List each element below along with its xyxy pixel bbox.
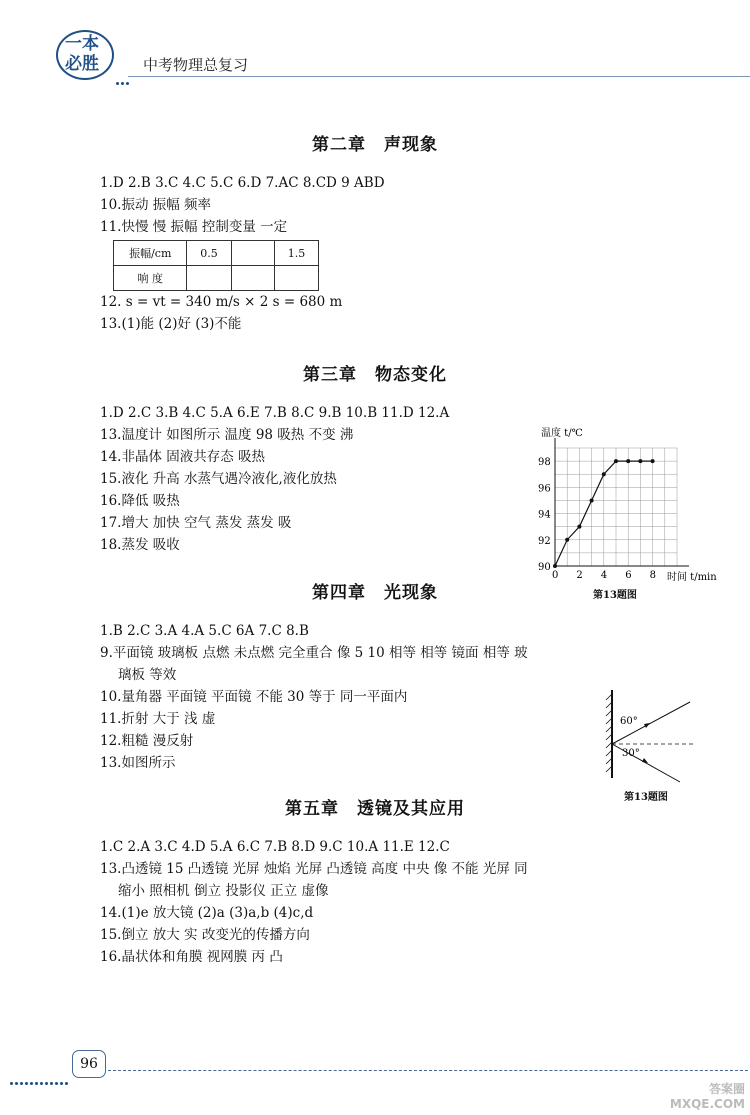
answer-line: 13.如图所示 [100,755,176,771]
chapter-5-num: 第五章 [285,799,339,819]
watermark-line-1: 答案圈 [708,1082,745,1096]
arrow-icon [644,723,650,728]
answer-line: 1.D 2.C 3.B 4.C 5.A 6.E 7.B 8.C 9.B 10.B 11.D 12.A [100,405,450,421]
temperature-chart [527,418,717,600]
chapter-3-name: 物态变化 [375,365,447,385]
answer-line: 18.蒸发 吸收 [100,537,180,553]
x-tick-label: 4 [600,570,608,581]
answer-line: 11.折射 大于 浅 虚 [100,711,216,727]
answer-line: 1.D 2.B 3.C 4.C 5.C 6.D 7.AC 8.CD 9 ABD [100,175,385,191]
data-point [614,459,618,463]
table-cell: 0.5 [187,241,231,266]
chapter-3-num: 第三章 [303,365,357,385]
figure-caption: 第13题图 [624,792,668,803]
answer-line: 16.晶状体和角膜 视网膜 丙 凸 [100,949,283,965]
answer-line: 13.凸透镜 15 凸透镜 光屏 烛焰 光屏 凸透镜 高度 中央 像 不能 光屏 同 [100,861,528,877]
reflection-figure [598,686,698,804]
table-cell: 1.5 [274,241,318,266]
answer-line: 璃板 等效 [118,667,177,683]
angle-label-1: 60° [620,716,638,727]
table-row [114,266,319,291]
chapter-5-name: 透镜及其应用 [357,799,465,819]
header-divider [128,76,750,77]
x-tick-label: 8 [649,570,656,581]
table-cell [274,266,318,291]
data-point [565,538,569,542]
book-title: 中考物理总复习 [143,56,249,74]
y-tick-label: 96 [538,483,551,495]
table-cell [231,266,274,291]
y-tick-label: 98 [538,457,551,469]
arrow-icon [642,758,648,763]
y-tick-label: 94 [538,509,551,521]
watermark-line-2: MXQE.COM [669,1097,745,1111]
y-tick-label: 90 [538,562,551,573]
chapter-2-name: 声现象 [384,135,438,155]
chapter-4-name: 光现象 [384,583,438,603]
answer-line: 13.温度计 如图所示 温度 98 吸热 不变 沸 [100,427,354,443]
table-cell [187,266,231,291]
chapter-2-title [0,130,750,155]
footer-divider [108,1070,748,1072]
answer-line: 12. s = vt = 340 m/s × 2 s = 680 m [100,294,343,310]
chapter-4-num: 第四章 [312,583,366,603]
data-point [602,472,606,476]
data-point [553,564,557,568]
page-header [0,0,750,90]
table-cell [231,241,274,266]
x-tick-label: 0 [552,570,559,581]
data-point [590,498,594,502]
answer-line: 14.(1)e 放大镜 (2)a (3)a,b (4)c,d [100,905,314,921]
answer-line: 9.平面镜 玻璃板 点燃 未点燃 完全重合 像 5 10 相等 相等 镜面 相等 玻 [100,645,528,661]
footer-dots [10,1070,72,1076]
x-tick-label: 2 [576,570,583,581]
chapter-2-num: 第二章 [312,135,366,155]
data-point [651,459,655,463]
answer-line: 14.非晶体 固液共存态 吸热 [100,449,266,465]
answer-line: 11.快慢 慢 振幅 控制变量 一定 [100,219,288,235]
answer-line: 10.量角器 平面镜 平面镜 不能 30 等于 同一平面内 [100,689,408,705]
answer-line: 缩小 照相机 倒立 投影仪 正立 虚像 [118,883,329,899]
amplitude-table [113,240,319,291]
page-number: 96 [72,1050,106,1078]
answer-line: 10.振动 振幅 频率 [100,197,212,213]
logo-line-2: 必胜 [65,54,99,74]
angle-label-2: 30° [622,748,640,759]
answer-line: 17.增大 加快 空气 蒸发 蒸发 吸 [100,515,292,531]
table-cell: 振幅/cm [114,241,187,266]
chapter-3-title [0,360,750,385]
chart-caption: 第13题图 [593,590,637,600]
logo-line-1: 一本 [65,34,99,54]
answer-line: 1.B 2.C 3.A 4.A 5.C 6A 7.C 8.B [100,623,309,639]
answer-line: 15.液化 升高 水蒸气遇冷液化,液化放热 [100,471,337,487]
table-row [114,241,319,266]
chapter-5-title [0,794,750,819]
table-cell: 响 度 [114,266,187,291]
x-tick-label: 6 [625,570,632,581]
logo [42,34,122,74]
answer-line: 1.C 2.A 3.C 4.D 5.A 6.C 7.B 8.D 9.C 10.A 11.E 12.C [100,839,450,855]
chart-y-label: 温度 t/℃ [541,428,583,439]
answer-line: 16.降低 吸热 [100,493,180,509]
y-tick-label: 92 [538,535,551,547]
chart-x-label: 时间 t/min [667,572,717,583]
data-point [626,459,630,463]
answer-line: 15.倒立 放大 实 改变光的传播方向 [100,927,310,943]
watermark [615,1080,745,1111]
answer-line: 13.(1)能 (2)好 (3)不能 [100,316,242,332]
chapter-4-title [0,578,750,603]
data-point [577,525,581,529]
page-footer [0,1030,750,1115]
data-point [638,459,642,463]
answer-line: 12.粗糙 漫反射 [100,733,194,749]
